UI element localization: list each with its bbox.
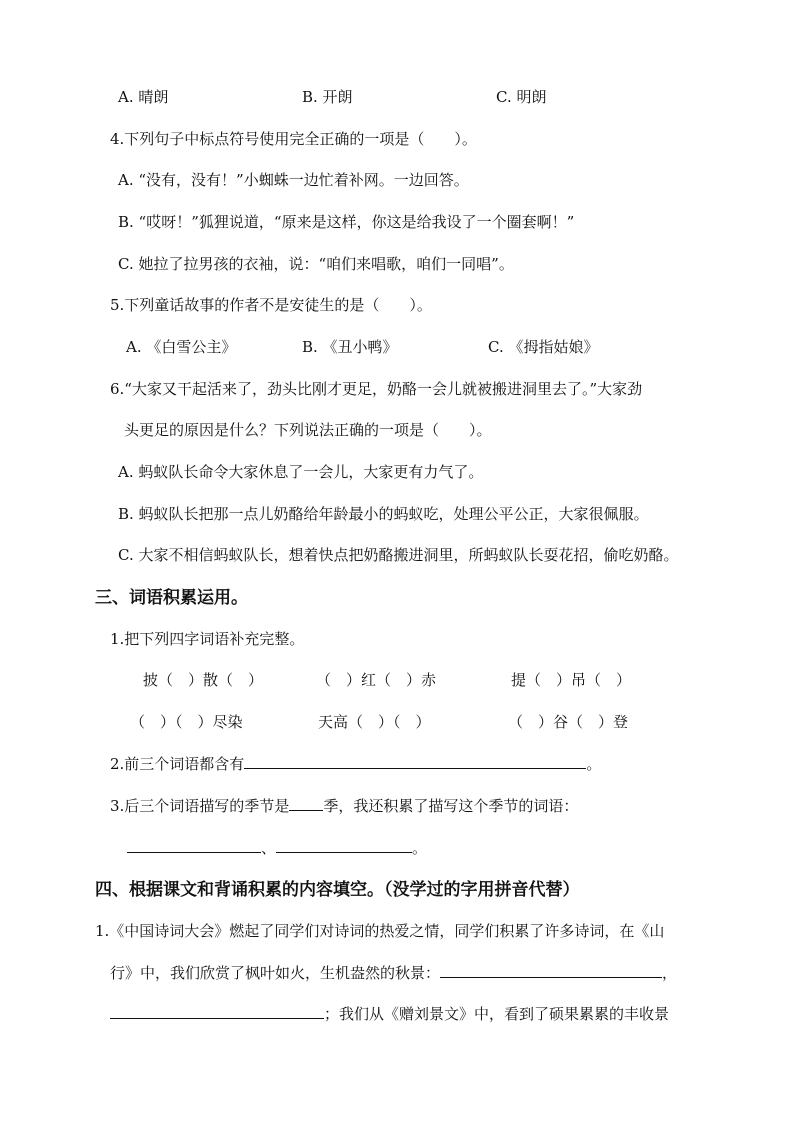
section3-q3 (110, 796, 578, 816)
section4-q1-line3-suffix: ；我们从《赠刘景文》中，看到了硕果累累的丰收景 (324, 1005, 670, 1023)
q6-option-a: A. 蚂蚁队长命令大家休息了一会儿，大家更有力气了。 (118, 463, 484, 481)
section4-q1-line1: 1.《中国诗词大会》燃起了同学们对诗词的热爱之情，同学们积累了许多诗词，在《山 (95, 922, 665, 940)
word-blank-4[interactable]: （ ）（ ）尽染 (130, 713, 243, 731)
section3-q3-suffix: 季，我还积累了描写这个季节的词语： (323, 797, 579, 815)
season-word-blank-1[interactable] (127, 838, 261, 853)
q5-option-a: A. 《白雪公主》 (126, 338, 237, 356)
q4-option-a: A. “没有，没有！”小蜘蛛一边忙着补网。一边回答。 (118, 171, 469, 189)
season-word-separator: 、 (261, 839, 277, 857)
q5-option-b: B. 《丑小鸭》 (302, 338, 398, 356)
word-blank-3[interactable]: 提（ ）吊（ ） (511, 671, 632, 689)
q4-option-b: B. “哎呀！”狐狸说道，“原来是这样，你这是给我设了一个圈套啊！” (118, 213, 575, 231)
section3-title: 三、词语积累运用。 (95, 588, 248, 608)
q5-option-c: C. 《拇指姑娘》 (488, 338, 599, 356)
q6-option-c: C. 大家不相信蚂蚁队长，想着快点把奶酪搬进洞里，所蚂蚁队长耍花招，偷吃奶酪。 (118, 546, 679, 564)
q2-answer-blank[interactable] (244, 754, 586, 769)
section4-title: 四、根据课文和背诵积累的内容填空。（没学过的字用拼音代替） (95, 880, 580, 900)
word-blank-6[interactable]: （ ）谷（ ）登 (508, 713, 629, 731)
poem-blank-2[interactable] (110, 1004, 324, 1019)
q3-option-b: B. 开朗 (302, 88, 353, 106)
section3-q2-suffix: 。 (586, 755, 602, 773)
q6-option-b: B. 蚂蚁队长把那一点儿奶酪给年龄最小的蚂蚁吃，处理公平公正，大家很佩服。 (118, 505, 649, 523)
q4-option-c: C. 她拉了拉男孩的衣袖，说：“咱们来唱歌，咱们一同唱”。 (118, 255, 514, 273)
poem-blank-1[interactable] (440, 963, 662, 978)
section3-q2-prefix: 2.前三个词语都含有 (110, 755, 245, 773)
q6-stem-line1: 6.“大家又干起活来了，劲头比刚才更足，奶酪一会儿就被搬进洞里去了。”大家劲 (110, 380, 643, 398)
section4-q1-line2-suffix: ， (662, 964, 678, 982)
q3-option-a: A. 晴朗 (118, 88, 169, 106)
word-blank-1[interactable]: 披（ ）散（ ） (143, 671, 264, 689)
season-word-end: 。 (412, 839, 428, 857)
q3-option-c: C. 明朗 (496, 88, 547, 106)
section3-q2 (110, 754, 601, 774)
q6-stem-line2: 头更足的原因是什么？下列说法正确的一项是（ ）。 (124, 421, 492, 439)
section4-q1-line2-prefix: 行》中，我们欣赏了枫叶如火，生机盎然的秋景： (110, 964, 441, 982)
section4-q1-line3 (110, 1004, 669, 1024)
q4-stem: 4.下列句子中标点符号使用完全正确的一项是（ ）。 (110, 130, 477, 148)
q5-stem: 5.下列童话故事的作者不是安徒生的是（ ）。 (110, 296, 432, 314)
section3-q3-answers (127, 838, 427, 858)
season-blank[interactable] (289, 796, 323, 811)
word-blank-5[interactable]: 天高（ ）（ ） (318, 713, 431, 731)
section3-q3-prefix: 3.后三个词语描写的季节是 (110, 797, 290, 815)
word-blank-2[interactable]: （ ）红（ ）赤 (316, 671, 437, 689)
section4-q1-line2 (110, 963, 677, 983)
section3-q1: 1.把下列四字词语补充完整。 (110, 630, 305, 648)
season-word-blank-2[interactable] (276, 838, 412, 853)
